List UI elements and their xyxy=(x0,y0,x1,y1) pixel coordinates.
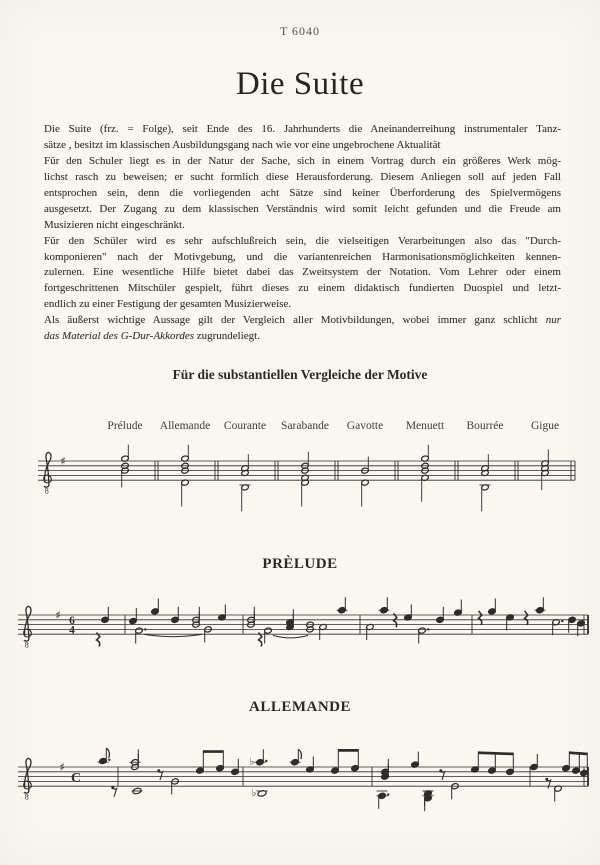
svg-text:♭: ♭ xyxy=(249,756,255,768)
svg-text:8: 8 xyxy=(24,792,29,802)
movement-label: Menuett xyxy=(405,420,445,432)
svg-text:8: 8 xyxy=(24,640,29,650)
movement-label: Courante xyxy=(223,420,267,432)
body-line: Für den Schüler wird es sehr aufschlußreich sein, die vielseitigen Verarbeitungen also das "Durch- xyxy=(44,234,561,247)
catalog-number: T 6040 xyxy=(279,24,321,38)
svg-text:♯: ♯ xyxy=(60,453,66,468)
body-line: endlich zu einer Festigung der gesamten Musizierweise. xyxy=(44,298,292,311)
movement-label: Gavotte xyxy=(346,420,384,432)
body-line: zulernen. Eine wesentliche Hilfe bietet dabei das Zweitsystem der Notation. Vom Lehrer oder einem xyxy=(44,266,561,279)
body-line: fortgeschrittenen Mitschüler gespielt, führt dieses zu einem didaktisch fundierten Duospiel und letzt- xyxy=(44,282,561,295)
body-line: Für den Schuler liegt es in der Natur der Sache, sich in einem Vortrag durch ein größeres Werk mög- xyxy=(44,154,561,167)
movement-label: Sarabande xyxy=(281,420,329,432)
section-heading-prelude: PRÈLUDE xyxy=(262,556,338,572)
svg-text:♯: ♯ xyxy=(55,607,61,622)
svg-text:♯: ♯ xyxy=(59,759,65,774)
body-line: Die Suite (frz. = Folge), seit Ende des 16. Jahrhunderts die Aneinanderreihung instrumentaler Tanz- xyxy=(44,123,561,135)
body-line: das Material des G-Dur-Akkordes zugrundeliegt. xyxy=(44,330,260,343)
body-line: sätze , besitzt im klassischen Ausbildungsgang nach wie vor eine ungebrochene Aktualität xyxy=(44,138,441,151)
body-line: komponieren" nach der Motivgebung, und die variantenreichen Harmonisationsmöglichkeiten kennen- xyxy=(44,250,561,263)
section-heading-allemande: ALLEMANDE xyxy=(248,699,351,715)
body-line: ausgesetzt. Der Zugang zu dem klassischen Verständnis wird somit leicht gefunden und die Freude am xyxy=(44,202,561,215)
svg-text:C: C xyxy=(70,770,82,786)
svg-text:4: 4 xyxy=(69,624,75,637)
staff-motive-overview xyxy=(30,440,586,532)
body-line: lichst rasch zu beweisen; er sucht formlich diese Herausforderung. Diesem Anliegen soll auf jeden Fall xyxy=(44,170,561,183)
movement-label: Bourrée xyxy=(466,420,504,432)
body-line: Als äußerst wichtige Aussage gilt der Vergleich aller Motivbildungen, wobei immer ganz schlicht nur xyxy=(44,314,561,327)
page-title: Die Suite xyxy=(235,66,365,102)
staff-allemande xyxy=(10,740,590,862)
movement-label: Prélude xyxy=(107,420,143,432)
svg-text:♭: ♭ xyxy=(251,787,257,799)
body-text xyxy=(44,122,561,345)
body-line: Musizieren nicht eingeschränkt. xyxy=(44,218,185,231)
staff-prelude xyxy=(10,596,590,700)
movement-label: Gigue xyxy=(530,420,560,432)
motive-comparison-heading: Für die substantiellen Vergleiche der Motive xyxy=(172,367,428,382)
movement-name-row xyxy=(0,420,600,438)
svg-text:6: 6 xyxy=(69,614,75,627)
movement-label: Allemande xyxy=(159,420,211,432)
body-line: entsprochen sein, denn die vorliegenden acht Sätze sind keiner Überforderung des Spielvermögens xyxy=(44,186,561,199)
svg-text:8: 8 xyxy=(44,486,49,496)
